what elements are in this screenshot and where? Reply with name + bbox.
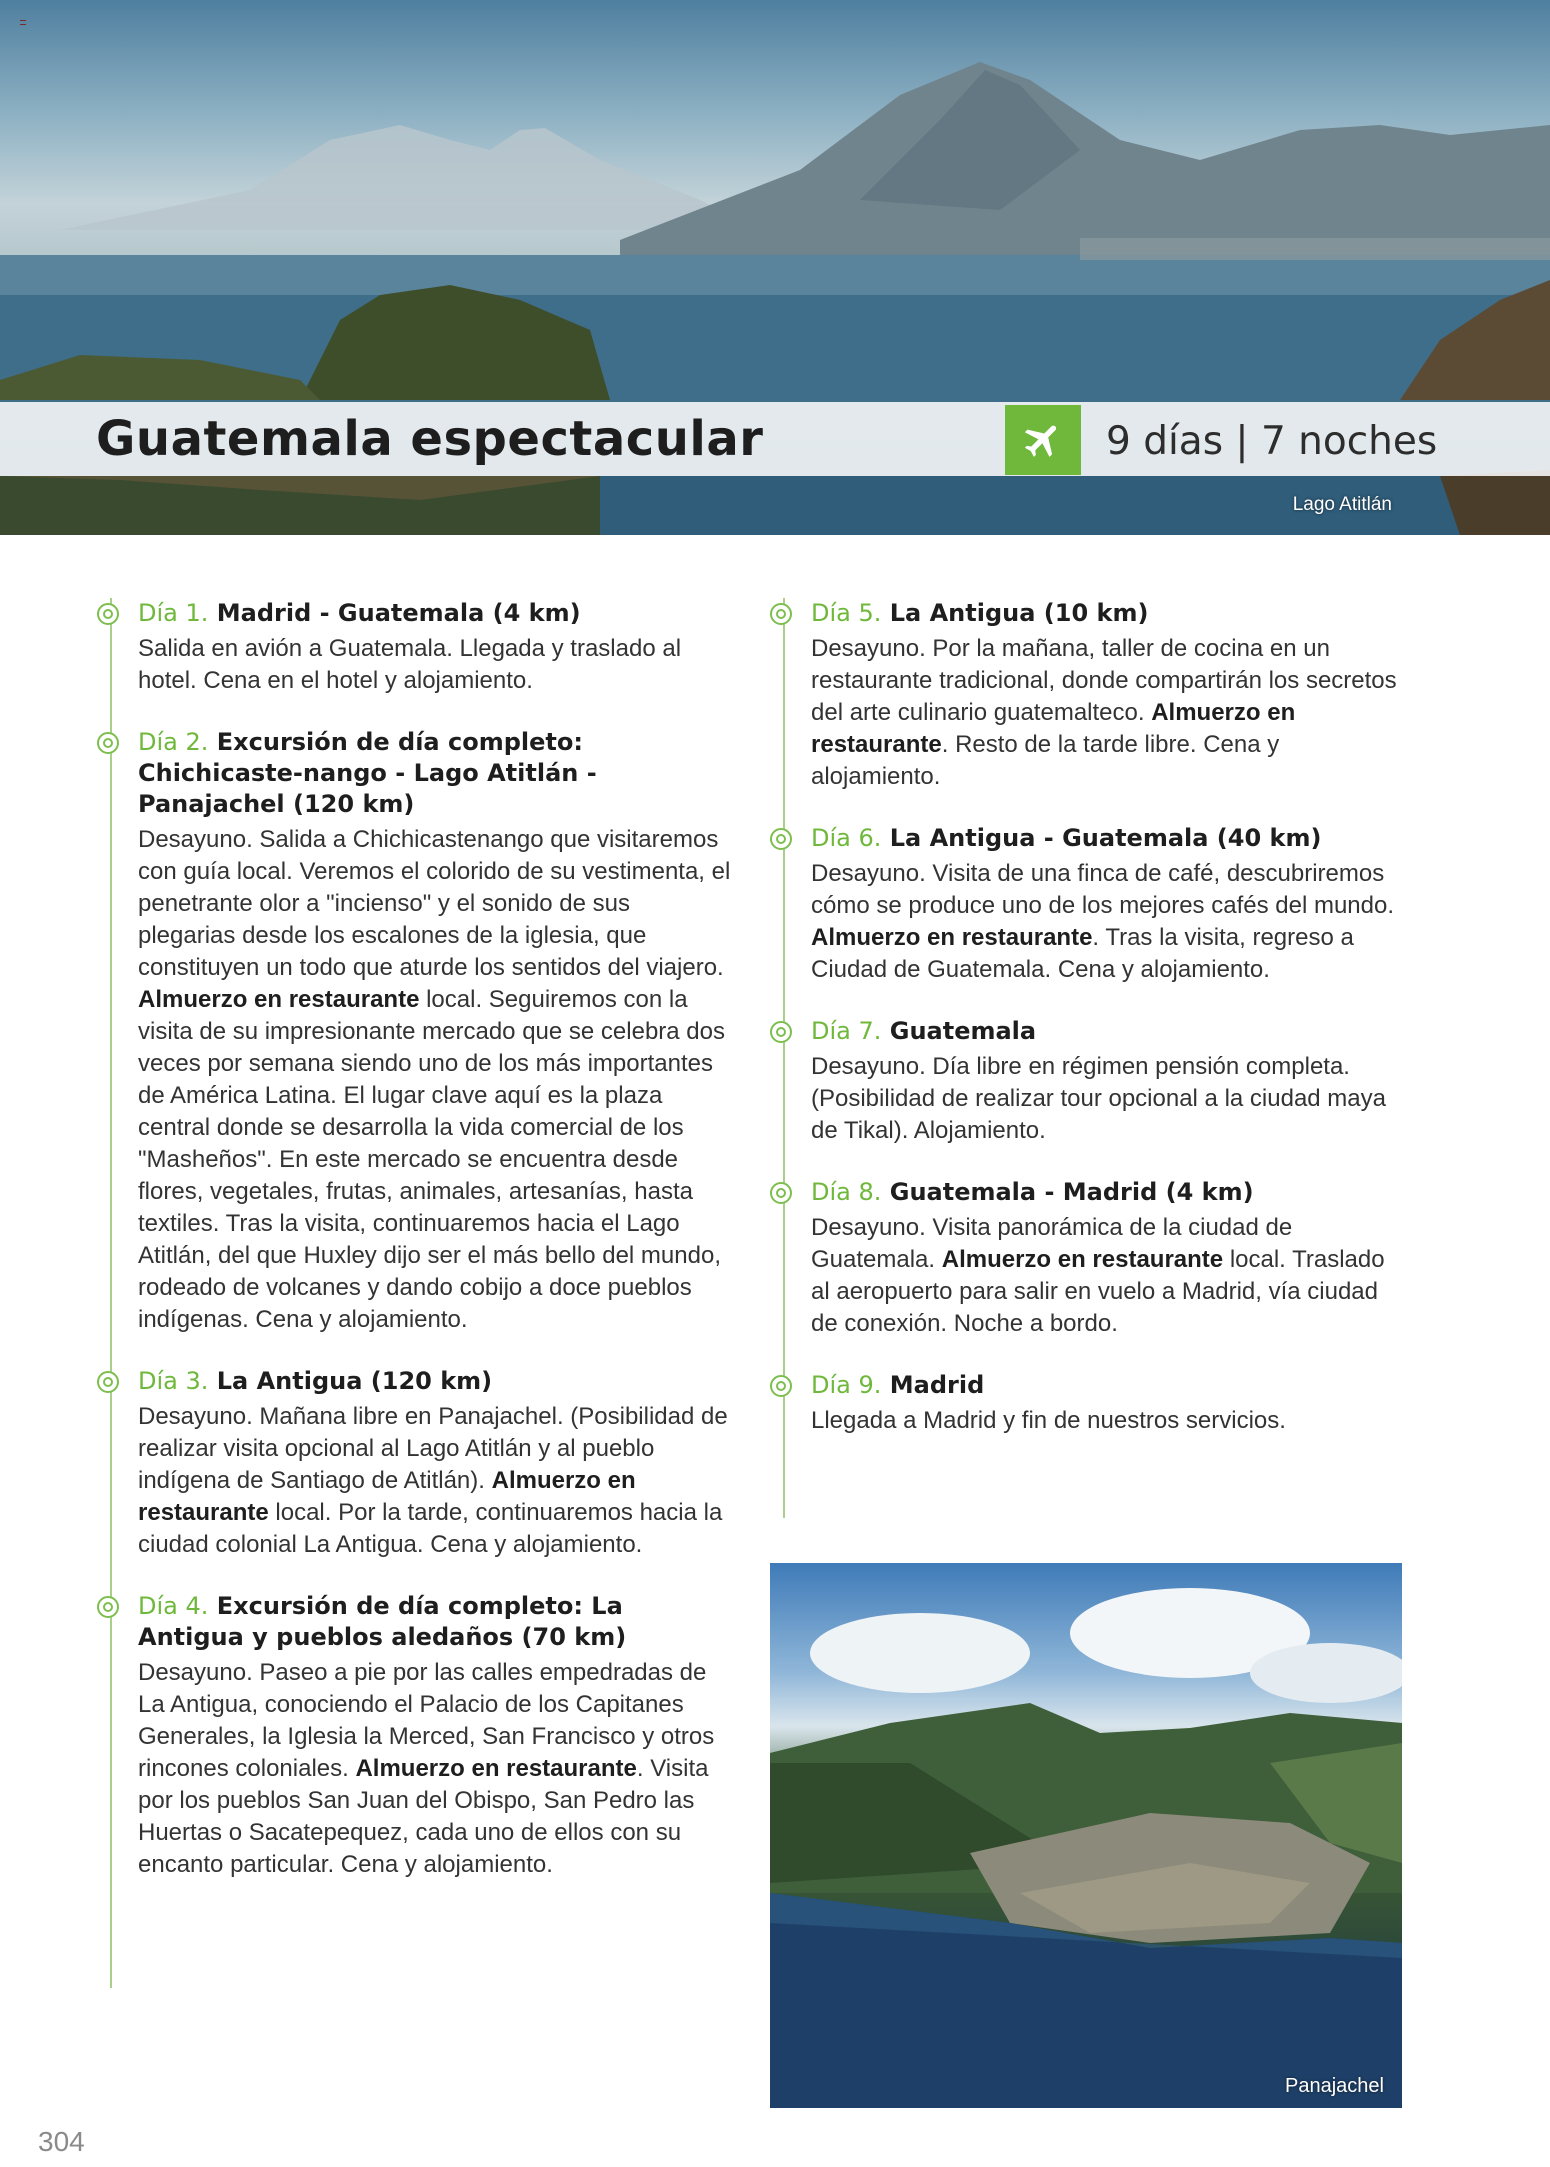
timeline-dot-icon	[770, 1021, 792, 1043]
day-heading	[138, 1591, 732, 1653]
description-text: local. Seguiremos con la visita de su impresionante mercado que se celebra dos veces por semana siendo uno de los más importantes de América Latina. El lugar clave aquí es la plaza central donde se desarrolla la vida comercial de los "Masheños". En este mercado se encuentra desde flores, vegetales, frutas, animales, artesanías, hasta textiles. Tras la visita, continuaremos hacia el Lago Atitlán, del que Huxley dijo ser el más bello del mundo, rodeado de volcanes y dando cobijo a doce pueblos indígenas. Cena y alojamiento.	[138, 986, 725, 1333]
description-text: Desayuno. Visita de una finca de café, descubriremos cómo se produce uno de los mejores cafés del mundo.	[811, 860, 1394, 919]
itinerary-left-column	[110, 598, 732, 1988]
day-title: La Antigua (120 km)	[216, 1367, 493, 1395]
description-text: Desayuno. Mañana libre en Panajachel. (Posibilidad de realizar visita opcional al Lago Atitlán y al pueblo indígena de Santiago de Atitlán).	[138, 1403, 728, 1494]
day-label: Día 2.	[138, 728, 209, 756]
day-label: Día 6.	[811, 824, 882, 852]
timeline-dot-icon	[770, 1375, 792, 1397]
highlight-text: Almuerzo en restaurante	[811, 699, 1296, 758]
timeline-dot-icon	[97, 1371, 119, 1393]
day-heading	[811, 1370, 1405, 1401]
day-description	[138, 824, 732, 1336]
timeline-dot-icon	[770, 1182, 792, 1204]
description-text: Desayuno. Visita panorámica de la ciudad de Guatemala.	[811, 1214, 1293, 1273]
itinerary-day	[785, 823, 1405, 986]
day-description	[811, 1405, 1405, 1437]
panajachel-aerial-illustration	[770, 1563, 1402, 2108]
timeline-dot-icon	[770, 603, 792, 625]
photo-panajachel	[770, 1563, 1402, 2108]
itinerary-day	[112, 1591, 732, 1881]
day-title: Guatemala - Madrid (4 km)	[889, 1178, 1254, 1206]
plane-badge	[1005, 405, 1081, 475]
day-heading	[811, 598, 1405, 629]
description-text: Desayuno. Por la mañana, taller de cocina en un restaurante tradicional, donde compartirán los secretos del arte culinario guatemalteco.	[811, 635, 1397, 726]
day-description	[811, 858, 1405, 986]
itinerary-day	[112, 1366, 732, 1561]
day-description	[138, 1401, 732, 1561]
description-text: Desayuno. Salida a Chichicastenango que visitaremos con guía local. Veremos el colorido de su vestimenta, el penetrante olor a "incienso" y el sonido de sus plegarias desde los escalones de la iglesia, que constituyen un todo que aturde los sentidos del viajero.	[138, 826, 731, 981]
description-text: local. Traslado al aeropuerto para salir en vuelo a Madrid, vía ciudad de conexión. Noche a bordo.	[811, 1246, 1385, 1337]
day-heading	[138, 598, 732, 629]
day-heading	[811, 1177, 1405, 1208]
day-label: Día 4.	[138, 1592, 209, 1620]
timeline-dot-icon	[770, 828, 792, 850]
day-title: La Antigua (10 km)	[889, 599, 1149, 627]
day-title: Madrid	[889, 1371, 985, 1399]
page-number: 304	[38, 2126, 85, 2157]
itinerary-day	[785, 1370, 1405, 1437]
timeline-dot-icon	[97, 1596, 119, 1618]
description-text: . Visita por los pueblos San Juan del Obispo, San Pedro las Huertas o Sacatepequez, cada uno de ellos con su encanto particular. Cena y alojamiento.	[138, 1755, 709, 1878]
day-label: Día 7.	[811, 1017, 882, 1045]
day-description	[811, 1051, 1405, 1147]
day-title: Excursión de día completo: Chichicaste-nango - Lago Atitlán - Panajachel (120 km)	[138, 728, 597, 818]
itinerary-day	[785, 1016, 1405, 1147]
timeline-dot-icon	[97, 603, 119, 625]
day-description	[811, 633, 1405, 793]
day-heading	[138, 727, 732, 820]
itinerary-right-column	[783, 598, 1405, 1518]
day-label: Día 5.	[811, 599, 882, 627]
description-text: Salida en avión a Guatemala. Llegada y traslado al hotel. Cena en el hotel y alojamiento.	[138, 635, 682, 694]
day-title: La Antigua - Guatemala (40 km)	[889, 824, 1322, 852]
itinerary-day	[112, 598, 732, 697]
day-heading	[811, 1016, 1405, 1047]
day-heading	[811, 823, 1405, 854]
description-text: Desayuno. Paseo a pie por las calles empedradas de La Antigua, conociendo el Palacio de los Capitanes Generales, la Iglesia la Merced, San Francisco y otros rincones coloniales.	[138, 1659, 715, 1782]
highlight-text: Almuerzo en restaurante	[138, 1467, 636, 1526]
day-label: Día 8.	[811, 1178, 882, 1206]
highlight-text: Almuerzo en restaurante	[138, 986, 420, 1013]
itinerary-day	[785, 598, 1405, 793]
day-label: Día 3.	[138, 1367, 209, 1395]
description-text: Desayuno. Día libre en régimen pensión completa. (Posibilidad de realizar tour opcional a la ciudad maya de Tikal). Alojamiento.	[811, 1053, 1386, 1144]
description-text: Llegada a Madrid y fin de nuestros servicios.	[811, 1407, 1286, 1434]
corner-mark	[20, 20, 26, 25]
timeline-dot-icon	[97, 732, 119, 754]
description-text: . Tras la visita, regreso a Ciudad de Guatemala. Cena y alojamiento.	[811, 924, 1354, 983]
itinerary-day	[112, 727, 732, 1336]
trip-duration: 9 días | 7 noches	[1106, 419, 1438, 464]
day-heading	[138, 1366, 732, 1397]
description-text: local. Por la tarde, continuaremos hacia la ciudad colonial La Antigua. Cena y alojamiento.	[138, 1499, 723, 1558]
itinerary-day	[785, 1177, 1405, 1340]
day-title: Madrid - Guatemala (4 km)	[216, 599, 581, 627]
day-label: Día 1.	[138, 599, 209, 627]
day-label: Día 9.	[811, 1371, 882, 1399]
day-title: Guatemala	[889, 1017, 1037, 1045]
plane-icon	[1021, 418, 1065, 462]
hero-caption: Lago Atitlán	[1292, 494, 1392, 515]
page-title: Guatemala espectacular	[96, 411, 764, 467]
day-title: Excursión de día completo: La Antigua y pueblos aledaños (70 km)	[138, 1592, 627, 1651]
day-description	[811, 1212, 1405, 1340]
day-description	[138, 633, 732, 697]
highlight-text: Almuerzo en restaurante	[941, 1246, 1224, 1273]
photo-caption: Panajachel	[1285, 2075, 1384, 2097]
day-description	[138, 1657, 732, 1881]
highlight-text: Almuerzo en restaurante	[355, 1755, 637, 1782]
description-text: . Resto de la tarde libre. Cena y alojamiento.	[811, 731, 1280, 790]
highlight-text: Almuerzo en restaurante	[811, 924, 1093, 951]
